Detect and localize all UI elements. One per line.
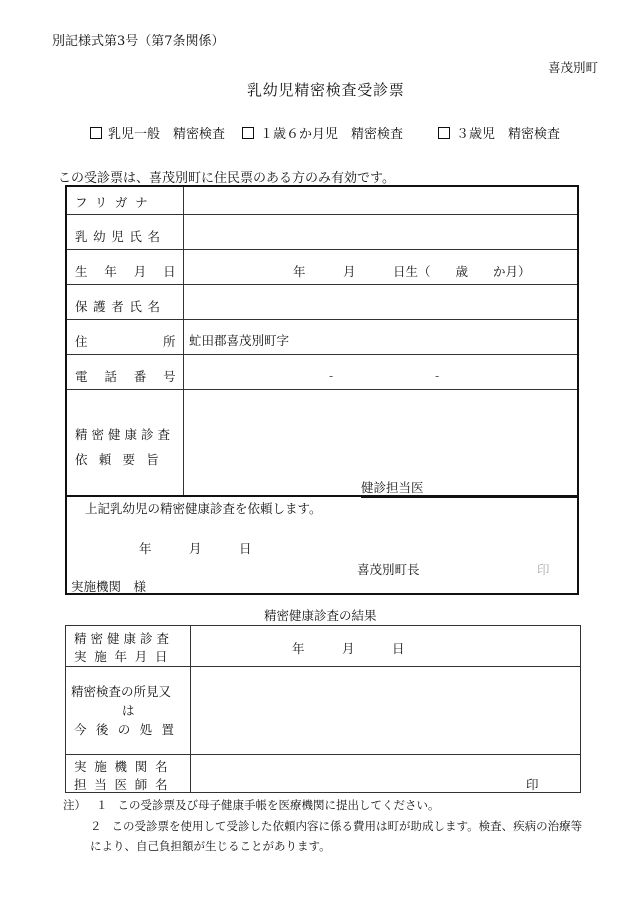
furigana-field[interactable]: [185, 187, 577, 214]
findings-label-3: 今後の処置: [74, 722, 184, 737]
phone-separator: -: [435, 368, 440, 383]
institution-addressee: 実施機関 様: [71, 579, 147, 594]
note-text: この受診票を使用して受診した依頼内容に係る費用は町が助成します。検査、疾病の治療等: [111, 819, 583, 833]
row-divider: [67, 249, 577, 250]
seal-mark: 印: [526, 777, 539, 792]
note-number: ２: [90, 819, 102, 833]
note-1: [63, 797, 440, 813]
address-label-2: 所: [163, 334, 176, 349]
results-table: [65, 625, 581, 793]
findings-label-1: 精密検査の所見又: [71, 684, 172, 699]
exam-date-field[interactable]: 年 月 日: [292, 641, 405, 656]
request-label-1: 精密健康診査: [75, 427, 175, 442]
birthdate-field[interactable]: 年 月 日生（ 歳 か月）: [293, 264, 531, 279]
findings-field[interactable]: [192, 667, 580, 753]
exam-type-18-month[interactable]: １歳６か月児 精密検査: [242, 123, 403, 142]
note-number: １: [96, 798, 108, 812]
note-2-continued: により、自己負担額が生じることがあります。: [90, 839, 331, 853]
form-number: 別記様式第3号（第7条関係）: [52, 34, 225, 49]
exam-type-3-year[interactable]: ３歳児 精密検査: [438, 123, 560, 142]
row-divider: [67, 319, 577, 320]
facility-label-1: 実施機関名: [74, 759, 176, 774]
exam-date-label-1: 精密健康診査: [74, 631, 174, 646]
checkbox-icon[interactable]: [242, 127, 254, 139]
request-label-2: 依頼要旨: [75, 452, 171, 467]
checkbox-icon[interactable]: [438, 127, 450, 139]
request-details-field[interactable]: [185, 390, 577, 470]
address-label-1: 住: [75, 334, 88, 349]
request-form: [65, 185, 579, 595]
checkbox-icon[interactable]: [90, 127, 102, 139]
exam-type-infant[interactable]: 乳児一般 精密検査: [90, 123, 225, 142]
guardian-label: 保護者氏名: [75, 299, 166, 314]
column-divider: [183, 187, 184, 497]
exam-date-label-2: 実施年月日: [74, 649, 176, 664]
page-title: 乳幼児精密検査受診票: [247, 81, 405, 99]
request-date[interactable]: 年 月 日: [139, 541, 252, 556]
request-statement: 上記乳幼児の精密健康診査を依頼します。: [85, 501, 322, 516]
facility-field[interactable]: [192, 755, 580, 792]
town-name: 喜茂別町: [548, 60, 599, 75]
validity-notice: この受診票は、喜茂別町に住民票のある方のみ有効です。: [58, 171, 395, 186]
child-name-label: 乳幼児氏名: [75, 229, 166, 244]
guardian-name-field[interactable]: [185, 285, 577, 319]
results-title: 精密健康診査の結果: [264, 608, 377, 623]
address-field[interactable]: 虻田郡喜茂別町字: [189, 333, 290, 348]
note-text: この受診票及び母子健康手帳を医療機関に提出してください。: [117, 798, 440, 812]
mayor-name: 喜茂別町長: [357, 562, 420, 577]
note-prefix: 注）: [63, 798, 86, 812]
doctor-label: 健診担当医: [361, 480, 424, 495]
doctor-signature-line[interactable]: [361, 478, 577, 498]
findings-label-2: は: [122, 703, 135, 718]
seal-mark: 印: [537, 562, 550, 577]
phone-label: 電話番号: [75, 369, 193, 384]
child-name-field[interactable]: [185, 215, 577, 249]
birthdate-label: 生年月日: [75, 264, 193, 279]
note-2: [90, 818, 582, 834]
facility-label-2: 担当医師名: [74, 777, 176, 792]
furigana-label: フリガナ: [75, 195, 156, 210]
column-divider: [190, 626, 191, 792]
phone-field[interactable]: [185, 355, 577, 389]
phone-separator: -: [329, 368, 334, 383]
